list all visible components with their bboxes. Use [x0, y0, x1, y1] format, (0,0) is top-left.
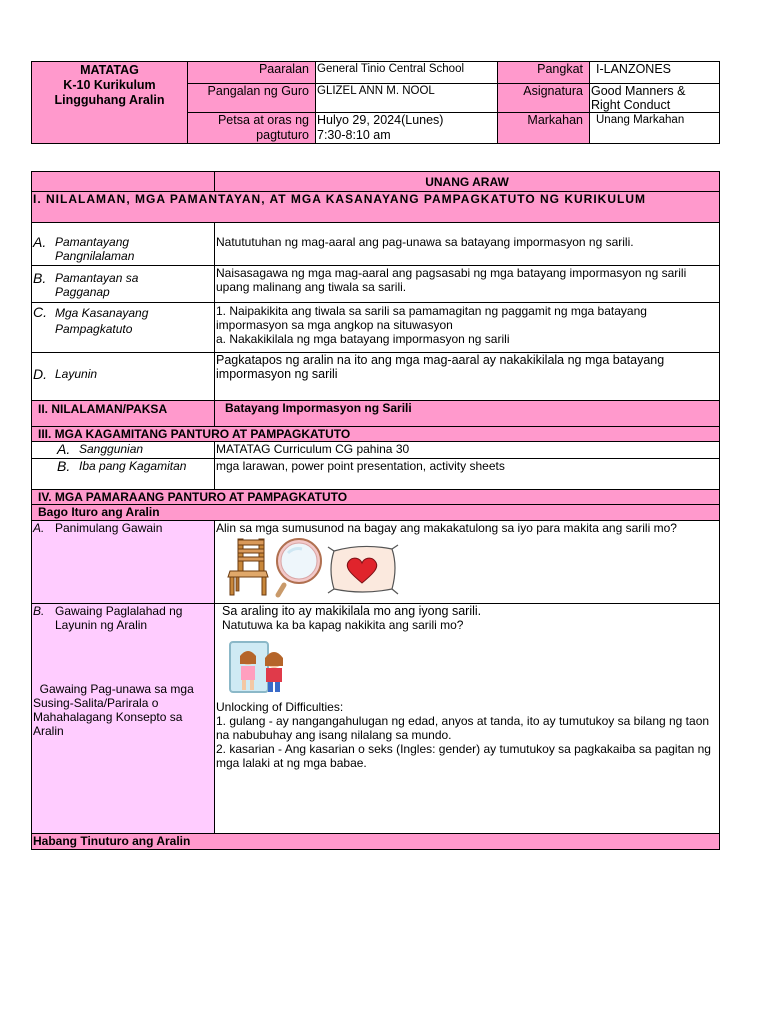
nilalaman-paksa-label: II. NILALAMAN/PAKSA: [32, 401, 215, 427]
markahan-value: Unang Markahan: [590, 113, 720, 144]
row-b-label-cell: [32, 266, 215, 303]
panimulang-gawain-label: Panimulang Gawain: [55, 521, 163, 535]
title-line-lingguhang: Lingguhang Aralin: [54, 93, 165, 107]
pamantayan-sa-pagganap-label: Pamantayan sa Pagganap: [55, 271, 139, 299]
panimulang-gawain-label-cell: [32, 521, 215, 604]
blank-header-cell: [32, 172, 215, 192]
iba-pang-kagamitan-content: mga larawan, power point presentation, activity sheets: [215, 459, 720, 490]
difficulty-2: 2. kasarian - Ang kasarian o seks (Ingles: gender) ay tumutukoy sa pagkakaiba sa pagitan ng mga lalaki at ng mga babae.: [216, 742, 711, 770]
gawaing-pag-unawa-label: [33, 682, 198, 738]
gawaing-paglalahad-label-cell: [32, 604, 215, 834]
paglalahad-line-1: Sa araling ito ay makikilala mo ang iyong sarili.: [222, 604, 482, 618]
pamantayang-pangnilalaman-content: Natututuhan ng mag-aaral ang pag-unawa sa batayang impormasyon ng sarili.: [215, 223, 720, 266]
mirror-icon: [277, 539, 321, 595]
unlocking-heading: Unlocking of Difficulties:: [216, 700, 344, 714]
petsa-value: [316, 113, 498, 144]
pamantayang-pangnilalaman-label: Pamantayang Pangnilalaman: [55, 235, 135, 263]
markahan-label: Markahan: [498, 113, 590, 144]
title-line-matatag: MATATAG: [80, 63, 139, 77]
guro-value: GLIZEL ANN M. NOOL: [316, 84, 498, 113]
letter-b-kagamitan: B.: [57, 458, 71, 474]
kasanayan-item-1: 1. Naipakikita ang tiwala sa sarili sa pamamagitan ng paggamit ng mga batayang impormasyon sa mga angkop na situwasyon: [216, 304, 647, 332]
kids-mirror-icon: [228, 640, 298, 696]
row-a-label-cell: [32, 223, 215, 266]
section-3-heading: III. MGA KAGAMITANG PANTURO AT PAMPAGKATUTO: [32, 427, 720, 442]
paaralan-value: General Tinio Central School: [316, 62, 498, 84]
layunin-label: Layunin: [55, 367, 98, 381]
panimulang-gawain-question: Alin sa mga sumusunod na bagay ang makakatulong sa iyo para makita ang sarili mo?: [216, 521, 677, 535]
lesson-header-table: [31, 61, 720, 144]
kids-mirror-image: [216, 640, 718, 700]
habang-tinuturo-heading: Habang Tinuturo ang Aralin: [32, 834, 720, 850]
asignatura-value: Good Manners & Right Conduct: [590, 84, 720, 113]
row-d-label-cell: [32, 353, 215, 401]
kasanayang-pampagkatuto-label: Mga Kasanayang Pampagkatuto: [55, 306, 149, 336]
heart-pillow-icon: [328, 545, 398, 594]
paglalahad-label-row: [33, 604, 213, 632]
bago-ituro-heading: Bago Ituro ang Aralin: [32, 505, 720, 521]
day-heading: UNANG ARAW: [215, 172, 720, 192]
letter-a-panimula: A.: [33, 521, 45, 535]
chair-icon: [228, 539, 268, 595]
asignatura-label: Asignatura: [498, 84, 590, 113]
row-c-label-cell: [32, 303, 215, 353]
gawaing-paglalahad-content: [215, 604, 720, 834]
letter-b: B.: [33, 270, 47, 286]
letter-d: D.: [33, 366, 47, 382]
pangkat-value: I-LANZONES: [590, 62, 720, 84]
iba-pang-kagamitan-label: Iba pang Kagamitan: [79, 459, 187, 473]
letter-c: C.: [33, 304, 47, 320]
title-line-kurikulum: K-10 Kurikulum: [63, 78, 156, 92]
paaralan-label: Paaralan: [188, 62, 316, 84]
letter-b-paglalahad: B.: [33, 604, 45, 618]
petsa-label: Petsa at oras ng pagtuturo: [188, 113, 316, 144]
guro-label: Pangalan ng Guro: [188, 84, 316, 113]
kagamitan-label-cell: [32, 459, 215, 490]
panimulang-gawain-content: [215, 521, 720, 604]
pamantayan-sa-pagganap-content: Naisasagawa ng mga mag-aaral ang pagsasabi ng mga batayang impormasyon ng sarili upang malinang ang tiwala sa sarili.: [215, 266, 720, 303]
letter-a: A.: [33, 234, 47, 250]
pangkat-label: Pangkat: [498, 62, 590, 84]
section-1-heading: I. NILALAMAN, MGA PAMANTAYAN, AT MGA KASANAYANG PAMPAGKATUTO NG KURIKULUM: [32, 192, 720, 223]
object-images-svg: [216, 537, 416, 599]
nilalaman-paksa-value: Batayang Impormasyon ng Sarili: [215, 401, 720, 427]
difficulty-1: 1. gulang - ay nangangahulugan ng edad, anyos at tanda, ito ay tumutukoy sa bilang ng taon na nabubuhay ang isang nilalang sa mundo.: [216, 714, 710, 742]
sanggunian-label: Sanggunian: [79, 442, 144, 456]
letter-a-sanggunian: A.: [57, 441, 71, 457]
object-images: [216, 537, 718, 597]
layunin-content: Pagkatapos ng aralin na ito ang mga mag-aaral ay nakakikilala ng mga batayang impormasyon ng sarili: [215, 353, 720, 401]
gawaing-paglalahad-label: Gawaing Paglalahad ng Layunin ng Aralin: [55, 604, 183, 632]
sanggunian-content: MATATAG Curriculum CG pahina 30: [215, 442, 720, 459]
petsa-date: Hulyo 29, 2024(Lunes): [317, 113, 444, 127]
petsa-time: 7:30-8:10 am: [317, 128, 391, 142]
sanggunian-label-cell: [32, 442, 215, 459]
pag-unawa-label-text: Gawaing Pag-unawa sa mga Susing-Salita/Parirala o Mahahalagang Konsepto sa Aralin: [33, 682, 194, 738]
kasanayang-pampagkatuto-content: [215, 303, 720, 353]
lesson-plan-title: [32, 62, 188, 144]
paglalahad-line-2: Natutuwa ka ba kapag nakikita ang sarili mo?: [222, 618, 464, 632]
section-4-heading: IV. MGA PAMARAANG PANTURO AT PAMPAGKATUTO: [32, 490, 720, 505]
lesson-body-table: [31, 171, 720, 850]
kasanayan-item-a: a. Nakakikilala ng mga batayang impormasyon ng sarili: [216, 332, 510, 346]
